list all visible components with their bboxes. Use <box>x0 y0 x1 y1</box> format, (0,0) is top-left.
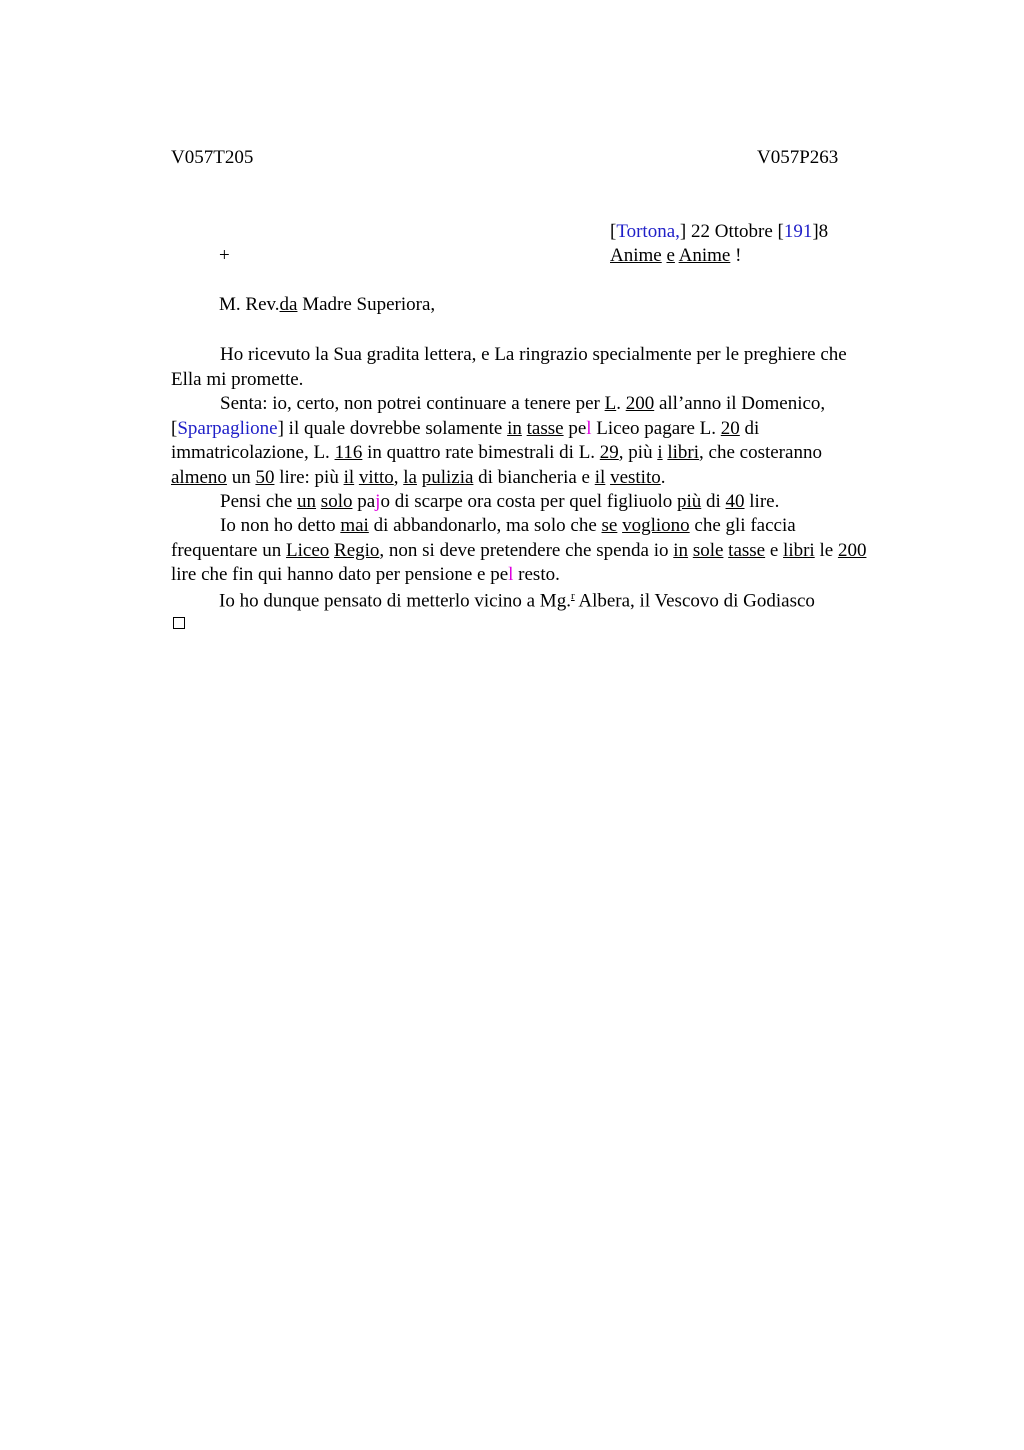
checkbox-square-icon <box>173 617 185 629</box>
salutation: M. Rev.da Madre Superiora, <box>219 294 436 315</box>
document-code-right: V057P263 <box>757 147 839 168</box>
paragraph-4: Io non ho detto mai di abbandonarlo, ma solo che se vogliono che gli faccia frequentare un Liceo Regio, non si deve pretendere che spenda io in sole tasse e libri le 200 lire che fin qui hanno dato per pensione e pel resto. <box>171 515 867 586</box>
paragraph-1: Ho ricevuto la Sua gradita lettera, e La ringrazio specialmente per le preghiere che Ella mi promette. <box>171 344 847 390</box>
cross-mark: + <box>219 245 230 266</box>
dateline: [Tortona,] 22 Ottobre [191]8 <box>610 221 829 242</box>
motto: Anime e Anime ! <box>610 245 742 266</box>
name-editorial: Sparpaglione <box>177 417 278 439</box>
paragraph-2: Senta: io, certo, non potrei continuare a tenere per L. 200 all’anno il Domenico, [Sparpaglione] il quale dovrebbe solamente in tasse pel Liceo pagare L. 20 di immatricolazione, L. 116 in quattro rate bimestrali di L. 29, più i libri, che costeranno almeno un 50 lire: più il vitto, la pulizia di biancheria e il vestito. <box>171 393 826 488</box>
place-editorial: Tortona, <box>616 221 680 242</box>
paragraph-5: Io ho dunque pensato di metterlo vicino a Mg.$^r$ Albera, il Vescovo di Godiasco <box>219 590 815 612</box>
paragraph-3: Pensi che un solo pajo di scarpe ora costa per quel figliuolo più di 40 lire. <box>220 491 780 512</box>
year-editorial: 191 <box>783 221 813 242</box>
document-code-left: V057T205 <box>171 147 254 168</box>
